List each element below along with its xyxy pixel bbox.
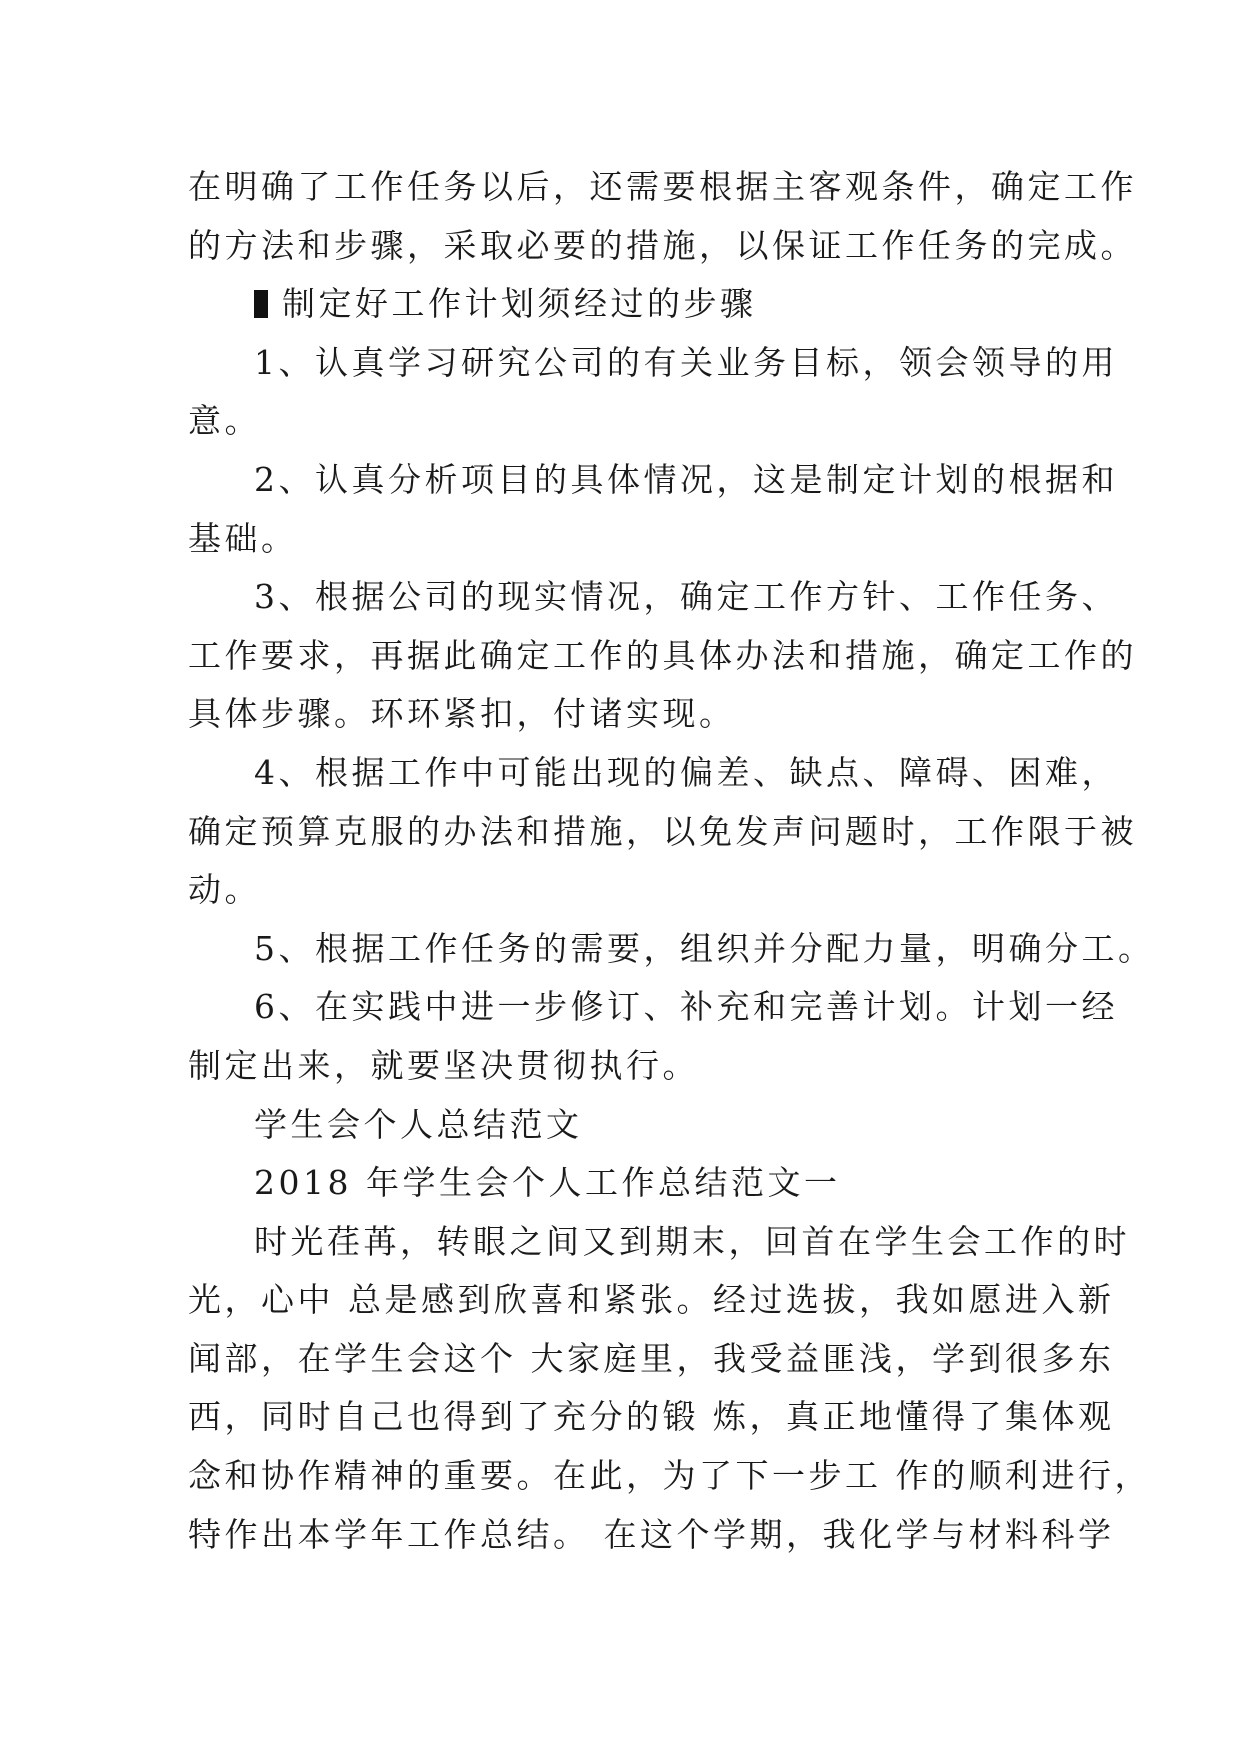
body-line: 闻部，在学生会这个 大家庭里，我受益匪浅，学到很多东 [188,1338,1115,1378]
text-line: 在明确了工作任务以后，还需要根据主客观条件，确定工作 [188,167,1137,206]
step-line: 具体步骤。环环紧扣，付诸实现。 [188,694,736,734]
step-line: 工作要求，再据此确定工作的具体办法和措施，确定工作的 [188,635,1137,675]
step-line: 5、根据工作任务的需要，组织并分配力量，明确分工。 [254,928,1155,968]
step-line: 制定出来，就要坚决贯彻执行。 [188,1045,699,1085]
step-line: 意。 [188,401,261,441]
body-line: 念和协作精神的重要。在此，为了下一步工 作的顺利进行， [188,1456,1151,1496]
section-heading-text: 制定好工作计划须经过的步骤 [282,284,757,324]
body-line: 西，同时自己也得到了充分的锻 炼，真正地懂得了集体观 [188,1397,1115,1437]
step-line: 1、认真学习研究公司的有关业务目标，领会领导的用 [254,342,1118,382]
step-line: 3、根据公司的现实情况，确定工作方针、工作任务、 [254,577,1118,617]
block-marker-icon [254,290,268,318]
body-line: 时光荏苒，转眼之间又到期末，回首在学生会工作的时 [254,1221,1130,1261]
section-heading [188,275,1068,334]
step-line: 6、在实践中进一步修订、补充和完善计划。计划一经 [254,987,1118,1027]
text-line: 的方法和步骤，采取必要的措施，以保证工作任务的完成。 [188,225,1137,265]
body-line: 特作出本学年工作总结。 在这个学期，我化学与材料科学 [188,1514,1115,1554]
step-line: 动。 [188,870,261,910]
document-title: 学生会个人总结范文 [254,1104,583,1144]
step-line: 确定预算克服的办法和措施，以免发声问题时，工作限于被 [188,811,1137,851]
step-line: 基础。 [188,518,298,558]
step-line: 2、认真分析项目的具体情况，这是制定计划的根据和 [254,459,1118,499]
document-subtitle: 2018 年学生会个人工作总结范文一 [254,1163,841,1203]
step-line: 4、根据工作中可能出现的偏差、缺点、障碍、困难， [254,752,1118,792]
document-body [188,158,1155,1564]
body-line: 光，心中 总是感到欣喜和紧张。经过选拔，我如愿进入新 [188,1280,1115,1320]
